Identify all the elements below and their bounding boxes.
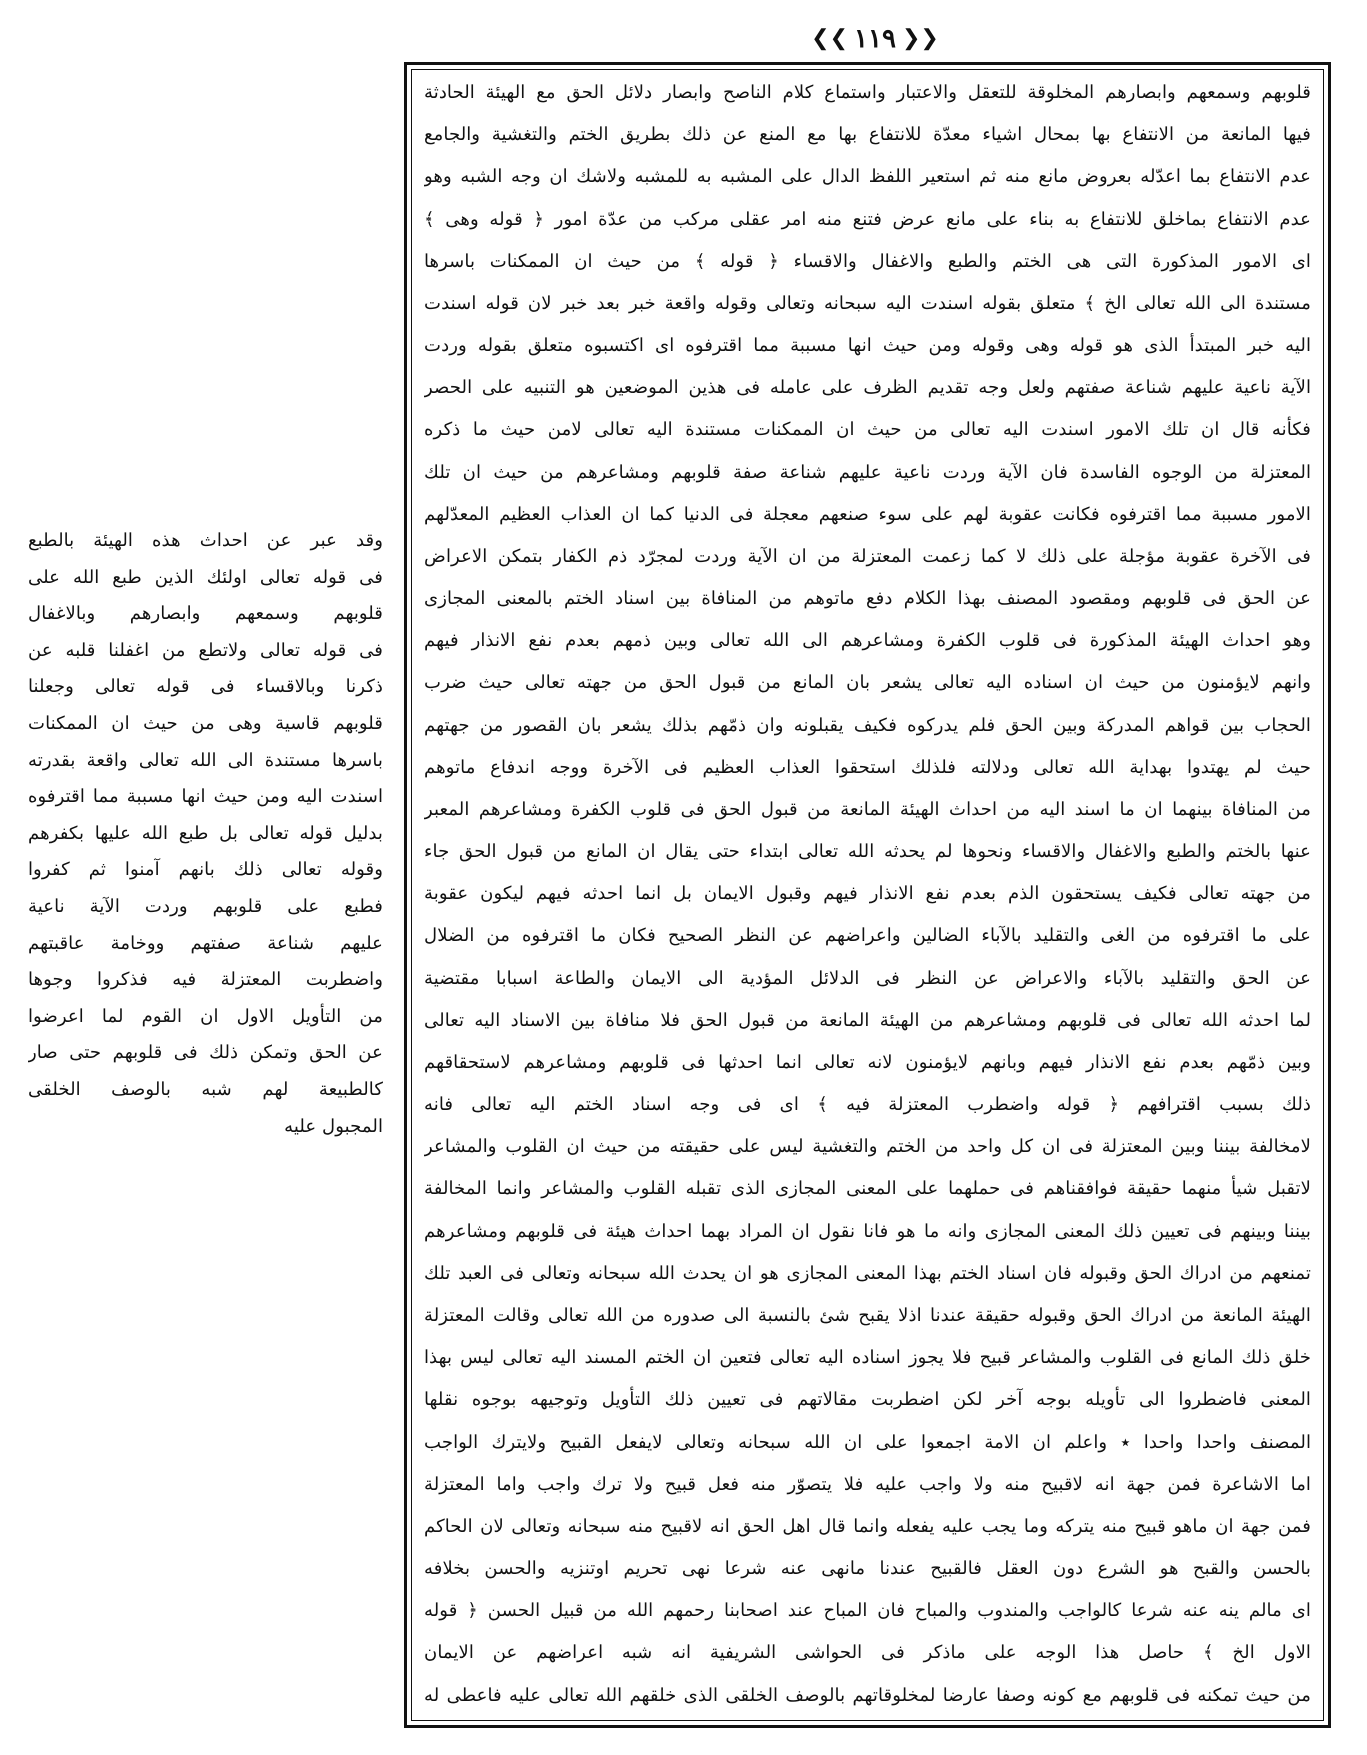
main-text-line: وهو احداث الهيئة المذكورة فى قلوب الكفرة ومشاعرهم الى الله تعالى وبين ذمهم بعدم نفع الانذار فيهم bbox=[424, 630, 1311, 652]
margin-text-line: من التأويل الاول ان القوم لما اعرضوا bbox=[28, 1005, 383, 1027]
main-text-line: وانهم لايؤمنون من حيث ان اسناده اليه تعالى يشعر بان المانع من قبول الحق من جهته تعالى حيث ضرب bbox=[424, 672, 1311, 694]
margin-text-line: فى قوله تعالى ولاتطع من اغفلنا قلبه عن bbox=[28, 639, 383, 661]
margin-text-line: فطبع على قلوبهم وردت الآية ناعية bbox=[28, 895, 383, 917]
main-text-line: الهيئة المانعة من ادراك الحق وقبوله حقيقة عندنا اذلا يقبح شئ بالنسبة الى صدوره من الله تعالى وقالت المعتزلة bbox=[424, 1304, 1311, 1326]
main-text-line: فى الآخرة عقوبة مؤجلة على ذلك لا كما زعمت المعتزلة من ان الآية وردت لمجرّد ذم الكفار بتمكن الاعراض bbox=[424, 545, 1311, 567]
main-text-line: عن الحق والتقليد بالآباء والاعراض عن النظر فى الدلائل المؤدية الى الايمان والطاعة اسبابا مقتضية bbox=[424, 967, 1311, 989]
main-text-line: قلوبهم وسمعهم وابصارهم المخلوقة للتعقل والاعتبار واستماع كلام الناصح وابصار دلائل الحق مع الهيئة الحادثة bbox=[424, 82, 1311, 103]
ornament-right-icon: ❯❯ bbox=[811, 26, 849, 51]
main-text-inner-border bbox=[411, 69, 1324, 1721]
main-text-body bbox=[424, 75, 1311, 1714]
margin-text-line: وقوله تعالى ذلك بانهم آمنوا ثم كفروا bbox=[28, 859, 383, 881]
main-text-line: وبين ذمّهم بعدم نفع الانذار فيهم وبانهم لايؤمنون لانه تعالى انما احدثها فى قلوبهم ومشاعرهم لاستحقاقهم bbox=[424, 1051, 1311, 1073]
main-text-line: خلق ذلك المانع فى القلوب والمشاعر قبيح فلا يجوز اسناده اليه تعالى فتعين ان الختم المسند اليه تعالى ليس بهذا bbox=[424, 1347, 1311, 1369]
main-text-line: الآية ناعية عليهم شناعة صفتهم ولعل وجه تقديم الظرف على عامله فى هذين الموضعين هو التنبيه على الحصر bbox=[424, 377, 1311, 399]
main-text-line: فيها المانعة من الانتفاع بها بمحال اشياء معدّة للانتفاع بها مع المنع عن ذلك بطريق الختم والتغشية والجامع bbox=[424, 124, 1311, 146]
margin-commentary bbox=[28, 523, 383, 1243]
main-text-line: مستندة الى الله تعالى الخ ﴾ متعلق بقوله اسندت اليه سبحانه وتعالى وقوله واقعة خبر بعد خبر لان قوله اسندت bbox=[424, 292, 1311, 314]
page-number-header bbox=[790, 22, 960, 56]
margin-text-line: قلوبهم وسمعهم وابصارهم وبالاغفال bbox=[28, 603, 383, 625]
main-text-line: فكأنه قال ان تلك الامور اسندت اليه تعالى من حيث ان الممكنات مستندة اليه تعالى لامن حيث ما ذكره bbox=[424, 419, 1311, 441]
margin-text-line: عن الحق وتمكن ذلك فى قلوبهم حتى صار bbox=[28, 1042, 383, 1064]
main-text-line: اى مالم ينه عنه شرعا كالواجب والمندوب والمباح فان المباح عند اصحابنا رحمهم الله من قبيل الحسن ﴿ قوله bbox=[424, 1600, 1311, 1622]
margin-text-line: المجبول عليه bbox=[284, 1115, 383, 1137]
margin-text-line: باسرها مستندة الى الله تعالى واقعة بقدرته bbox=[28, 749, 383, 771]
main-text-line: بيننا وبينهم فى تعيين ذلك المعنى المجازى وانه ما هو فانا نقول ان المراد بهما احداث هيئة فى قلوبهم ومشاعرهم bbox=[424, 1220, 1311, 1242]
main-text-frame bbox=[404, 62, 1331, 1728]
main-text-line: ذلك بسبب اقترافهم ﴿ قوله واضطرب المعتزلة فيه ﴾ اى فى وجه اسناد الختم اليه تعالى فانه bbox=[424, 1094, 1311, 1116]
main-text-line: من المنافاة بينهما ان ما اسند اليه من احداث الهيئة المانعة من قبول الحق فى قلوب الكفرة ومشاعرهم المعبر bbox=[424, 798, 1311, 820]
main-text-line: المعتزلة من الوجوه الفاسدة فان الآية وردت ناعية عليهم شناعة صفة قلوبهم ومشاعرهم من حيث ان تلك bbox=[424, 461, 1311, 483]
main-text-line: فمن جهة ان ماهو قبيح منه يتركه وما يجب عليه يفعله وانما قال اهل الحق انه لاقبيح منه سبحانه وتعالى لان الحاكم bbox=[424, 1515, 1311, 1537]
main-text-line: حيث لم يهتدوا بهداية الله تعالى ودلالته فلذلك استحقوا العذاب العظيم فى الآخرة ووجه اندفاع ماتوهم bbox=[424, 756, 1311, 778]
margin-text-line: فى قوله تعالى اولئك الذين طبع الله على bbox=[28, 566, 383, 588]
margin-text-line: عليهم شناعة صفتهم ووخامة عاقبتهم bbox=[28, 932, 383, 954]
ornament-left-icon: ❮❮ bbox=[901, 26, 939, 51]
main-text-line: تمنعهم من ادراك الحق وقبوله فان اسناد الختم بهذا المعنى المجازى هو ان يحدث الله سبحانه وتعالى فى العبد تلك bbox=[424, 1262, 1311, 1284]
main-text-line: لما احدثه الله تعالى فى قلوبهم ومشاعرهم من الهيئة المانعة من قبول الحق فلا منافاة بين الاسناد اليه تعالى bbox=[424, 1009, 1311, 1031]
margin-text-line: وقد عبر عن احداث هذه الهيئة بالطبع bbox=[28, 530, 383, 551]
main-text-line: بالحسن والقبح هو الشرع دون العقل فالقبيح عندنا مانهى عنه شرعا نهى تحريم اوتنزيه والحسن بخلافه bbox=[424, 1558, 1311, 1580]
main-text-line: على ما اقترفوه من الغى والتقليد بالآباء الضالين واعراضهم عن النظر الصحيح فكان ما اقترفوه من الضلال bbox=[424, 925, 1311, 947]
margin-text-line: قلوبهم قاسية وهى من حيث ان الممكنات bbox=[28, 712, 383, 734]
main-text-line: من حيث تمكنه فى قلوبهم مع كونه وصفا عارضا لمخلوقاتهم بالوصف الخلقى الذى خلقهم الله تعالى عليه فاعطى له bbox=[424, 1684, 1311, 1706]
main-text-line: اما الاشاعرة فمن جهة انه لاقبيح منه ولا واجب عليه فلا يتصوّر منه فعل قبيح ولا ترك واجب واما المعتزلة bbox=[424, 1473, 1311, 1495]
margin-text-line: بدليل قوله تعالى بل طبع الله عليها بكفرهم bbox=[28, 822, 383, 844]
page-number: ١١٩ bbox=[854, 24, 896, 54]
main-text-line: الامور مسببة مما اقترفوه فكانت عقوبة لهم على سوء صنعهم معجلة فى الدنيا كما ان العذاب العظيم المعدّلهم bbox=[424, 503, 1311, 525]
margin-text-line: واضطربت المعتزلة فيه فذكروا وجوها bbox=[28, 969, 383, 991]
main-text-line: الاول الخ ﴾ حاصل هذا الوجه على ماذكر فى الحواشى الشريفية انه شبه اعراضهم عن الايمان bbox=[424, 1642, 1311, 1664]
main-text-line: اليه خبر المبتدأ الذى هو قوله وهى وقوله ومن حيث انها مسببة مما اقترفوه اى اكتسبوه متعلق بقوله وردت bbox=[424, 335, 1311, 357]
main-text-line: من جهته تعالى فكيف يستحقون الذم بعدم نفع الانذار فيهم وقبول الايمان بل انما احدثه فيهم ليكون عقوبة bbox=[424, 883, 1311, 905]
main-text-line: عدم الانتفاع بما اعدّله بعروض مانع منه ثم استعير اللفظ الدال على المشبه به للمشبه ولاشك ان وجه الشبه وهو bbox=[424, 166, 1311, 188]
main-text-line: المعنى فاضطروا الى تأويله بوجه آخر لكن اضطربت مقالاتهم فى تعيين ذلك التأويل وتوجيهه بوجوه نقلها bbox=[424, 1389, 1311, 1411]
main-text-line: لاتقبل شيأ منهما حقيقة فوافقناهم فى حملهما على المعنى المجازى الذى تقبله القلوب والمشاعر وانما المخالفة bbox=[424, 1178, 1311, 1200]
margin-text-line: كالطبيعة لهم شبه بالوصف الخلقى bbox=[28, 1078, 383, 1100]
margin-text-line: اسندت اليه ومن حيث انها مسببة مما اقترفوه bbox=[28, 786, 383, 808]
main-text-line: اى الامور المذكورة التى هى الختم والطبع والاغفال والاقساء ﴿ قوله ﴾ من حيث ان الممكنات باسرها bbox=[424, 250, 1311, 272]
main-text-line: الحجاب بين قواهم المدركة وبين الحق فلم يدركوه فكيف يقبلونه وان ذمّهم بذلك يشعر بان القصور من جهتهم bbox=[424, 714, 1311, 736]
main-text-line: عن الحق فى قلوبهم ومقصود المصنف بهذا الكلام دفع ماتوهم من المنافاة بين اسناد الختم بالمعنى المجازى bbox=[424, 588, 1311, 610]
main-text-line: عنها بالختم والطبع والاغفال والاقساء ونحوها لم يحدثه الله تعالى ابتداء حتى يقال ان المانع من قبول الحق جاء bbox=[424, 841, 1311, 863]
main-text-line: لامخالفة بيننا وبين المعتزلة فى ان كل واحد من الختم والتغشية ليس على حقيقته من حيث ان القلوب والمشاعر bbox=[424, 1136, 1311, 1158]
main-text-line: المصنف واحدا واحدا ٭ واعلم ان الامة اجمعوا على ان الله سبحانه وتعالى لايفعل القبيح ولايترك الواجب bbox=[424, 1431, 1311, 1453]
margin-text-line: ذكرنا وبالاقساء فى قوله تعالى وجعلنا bbox=[28, 676, 383, 698]
main-text-line: عدم الانتفاع بماخلق للانتفاع به بناء على مانع عرض فتنع منه امر عقلى مركب من عدّة امور ﴿ قوله وهى ﴾ bbox=[424, 208, 1311, 230]
